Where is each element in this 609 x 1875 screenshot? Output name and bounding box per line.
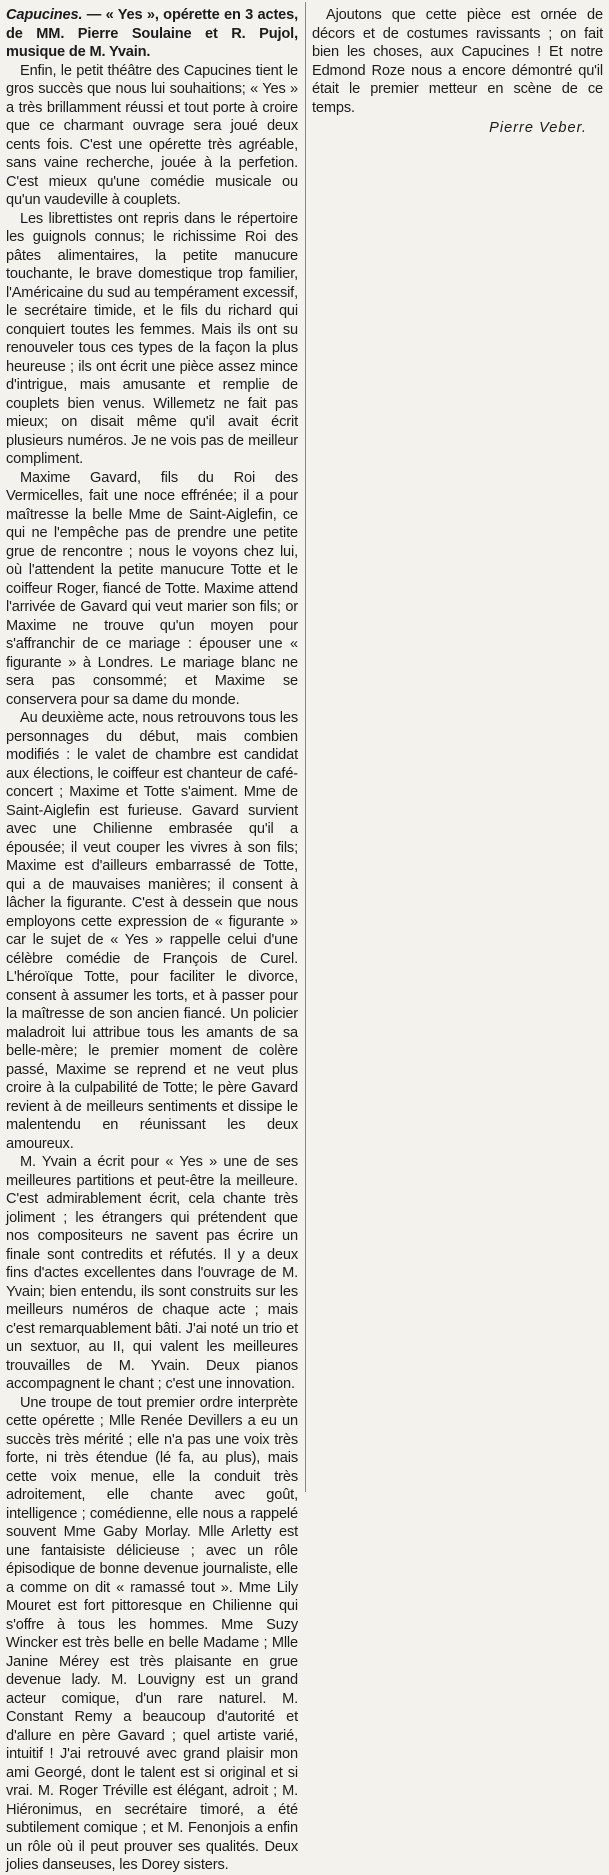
article-paragraph: Au deuxième acte, nous retrouvons tous les personnages du début, mais combien modifiés : le valet de chambre est candidat aux élections, le coiffeur est chanteur de café-concert ; Maxime et Totte s'aiment. Mme de Saint-Aiglefin est furieuse. Gavard survient avec une Chilienne embrasée qu'il a épousée; il veut couper les vivres à son fils; Maxime est d'ailleurs embarrassé de Totte, qui a de mauvaises manières; il consent à lâcher la figurante. C'est à dessein que nous employons cette expression de « figurante » car le sujet de « Yes » rappelle celui d'une célèbre comédie de François de Curel. L'héroïque Totte, pour faciliter le divorce, consent à assumer les torts, et à passer pour la maîtresse de son ancien fiancé. Un policier maladroit lui attribue tous les amants de sa belle-mère; le premier moment de colère passé, Maxime se reprend et ne veut plus croire à la culpabilité de Totte; le père Gavard revient à de meilleurs sentiments et dissipe le malentendu en réunissant les deux amoureux.	[6, 710, 298, 1152]
article-column-1	[6, 6, 298, 1875]
article-paragraph: Enfin, le petit théâtre des Capucines tient le gros succès que nous lui souhaitions; « Yes » a très brillamment réussi et tout porte à croire que ce charmant ouvrage sera joué deux cents fois. C'est une opérette très agréable, sans vaine recherche, jouée à la perfetion. C'est mieux qu'une comédie musicale ou qu'un vaudeville à couplets.	[6, 62, 298, 208]
author-signature: Pierre Veber.	[489, 120, 587, 136]
article-paragraph: M. Yvain a écrit pour « Yes » une de ses meilleures partitions et peut-être la meilleure. C'est admirablement écrit, cela chante très joliment ; les étrangers qui prétendent que nos compositeurs ne savent pas écrire un finale sont contredits et réfutés. Il y a deux fins d'actes excellentes dans l'ouvrage de M. Yvain; bien entendu, ils sont construits sur les meilleurs numéros de chaque acte ; mais c'est remarquablement bâti. J'ai noté un trio et un sextuor, au II, qui valent les meilleures trouvailles de M. Yvain. Deux pianos accompagnent le chant ; c'est une innovation.	[6, 1154, 298, 1392]
theatre-name: Capucines.	[6, 7, 83, 23]
article-paragraph: Les librettistes ont repris dans le répertoire les guignols connus; le richissime Roi des pâtes alimentaires, la petite manucure touchante, le brave domestique trop familier, l'Américaine du sud au tempérament excessif, le secrétaire timide, et le fils du richard qui conquiert toutes les femmes. Mais ils ont su renouveler tous ces types de la façon la plus heureuse ; ils ont écrit une pièce assez mince d'intrigue, mais amusante et remplie de couplets bien venus. Willemetz ne fait pas mieux; on disait même qu'il avait écrit plusieurs numéros. Je ne vois pas de meilleur compliment.	[6, 210, 298, 467]
article-paragraph: Ajoutons que cette pièce est ornée de décors et de costumes ravissants ; on fait bien les choses, aux Capucines ! Et notre Edmond Roze nous a encore démontré qu'il était le premier metteur en scène de ce temps.	[312, 7, 603, 116]
article-heading	[6, 6, 298, 62]
play-credits: — « Yes », opérette en 3 actes, de MM. Pierre Soulaine et R. Pujol, musique de M. Yvain.	[6, 7, 298, 60]
article-paragraph: Une troupe de tout premier ordre interprète cette opérette ; Mlle Renée Devillers a eu un succès très mérité ; elle n'a pas une voix très forte, ni très étendue (lé fa, au plus), mais cette voix menue, elle la conduit très adroitement, elle chante avec goût, intelligence ; comédienne, elle nous a rappelé souvent Mme Gaby Morlay. Mlle Arletty est une fantaisiste délicieuse ; avec un rôle épisodique de bonne devenue journaliste, elle a comme on dit « ramassé tout ». Mme Lily Mouret est fort pittoresque en Chilienne qui s'offre à tous les hommes. Mme Suzy Wincker est très belle en belle Madame ; Mlle Janine Mérey est très plaisante en grue devenue lady. M. Louvigny est un grand acteur comique, d'un rare naturel. M. Constant Remy a beaucoup d'autorité et d'allure en père Gavard ; quel artiste varié, intuitif ! J'ai retrouvé avec grand plaisir mon ami Georgé, dont le talent est si original et si vrai. M. Roger Tréville est élégant, adroit ; M. Hiéronimus, en secrétaire timoré, a été subtilement comique ; et M. Fenonjois a enfin un rôle où il peut prouver ses qualités. Deux jolies danseuses, les Dorey sisters.	[6, 1394, 298, 1873]
article-paragraph: Maxime Gavard, fils du Roi des Vermicelles, fait une noce effrénée; il a pour maîtresse la belle Mme de Saint-Aiglefin, ce qui ne l'empêche pas de prendre une petite grue de rencontre ; nous le voyons chez lui, où l'attendent la petite manucure Totte et le coiffeur Roger, fiancé de Totte. Maxime attend l'arrivée de Gavard qui veut marier son fils; or Maxime ne trouve qu'un moyen pour s'affranchir de ce mariage : épouser une « figurante » à Londres. Le mariage blanc ne sera pas consommé; et Maxime se conservera pour sa dame du monde.	[6, 469, 298, 708]
column-divider	[305, 2, 306, 1492]
article-column-2	[312, 6, 603, 138]
